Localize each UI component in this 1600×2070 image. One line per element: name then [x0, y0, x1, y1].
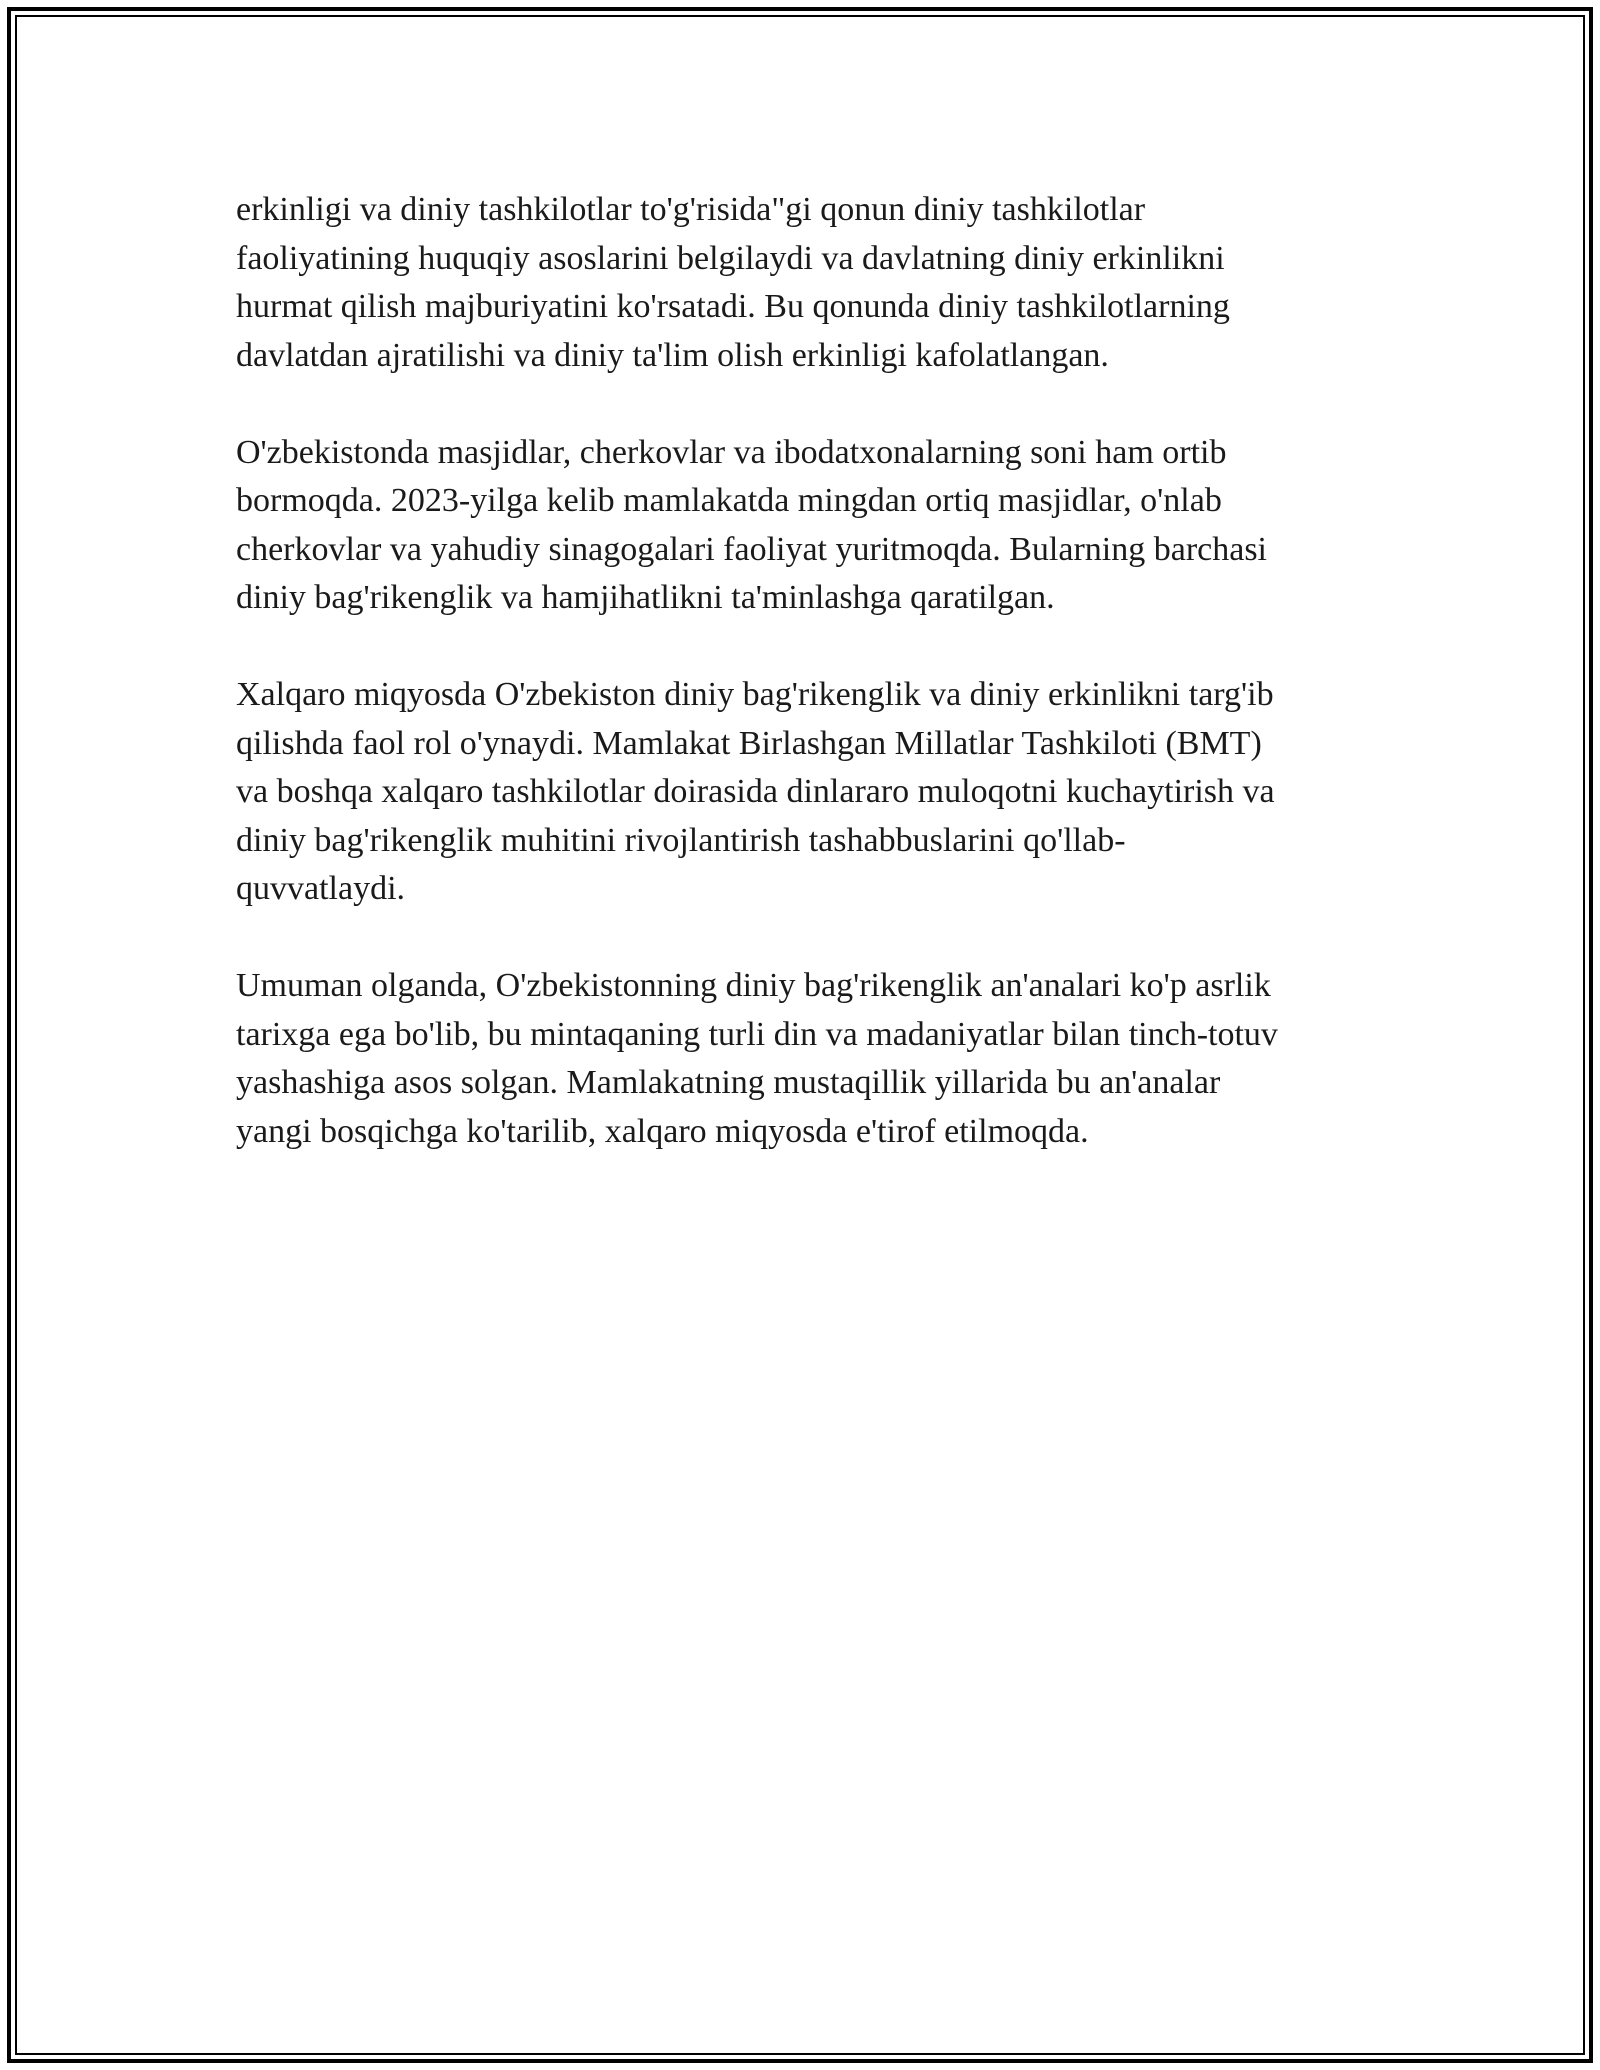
paragraph-1: erkinligi va diniy tashkilotlar to'g'risida"gi qonun diniy tashkilotlar faoliyatining huquqiy asoslarini belgilaydi va davlatning diniy erkinlikni hurmat qilish majburiyatini ko'rsatadi. Bu qonunda diniy tashkilotlarning davlatdan ajratilishi va diniy ta'lim olish erkinligi kafolatlangan.: [236, 191, 1230, 374]
paragraph-2: O'zbekistonda masjidlar, cherkovlar va ibodatxonalarning soni ham ortib bormoqda. 2023-yilga kelib mamlakatda mingdan ortiq masjidlar, o'nlab cherkovlar va yahudiy sinagogalari faoliyat yuritmoqda. Bularning barchasi diniy bag'rikenglik va hamjihatlikni ta'minlashga qaratilgan.: [236, 433, 1268, 616]
document-body: [236, 186, 1386, 1205]
paragraph-4: Umuman olganda, O'zbekistonning diniy bag'rikenglik an'analari ko'p asrlik tarixga ega bo'lib, bu mintaqaning turli din va madaniyatlar bilan tinch-totuv yashashiga asos solgan. Mamlakatning mustaqillik yillarida bu an'analar yangi bosqichga ko'tarilib, xalqaro miqyosda e'tirof etilmoqda.: [236, 967, 1278, 1150]
paragraph-3: Xalqaro miqyosda O'zbekiston diniy bag'rikenglik va diniy erkinlikni targ'ib qilishda faol rol o'ynaydi. Mamlakat Birlashgan Millatlar Tashkiloti (BMT) va boshqa xalqaro tashkilotlar doirasida dinlararo muloqotni kuchaytirish va diniy bag'rikenglik muhitini rivojlantirish tashabbuslarini qo'llab- quvvatlaydi.: [236, 676, 1275, 907]
